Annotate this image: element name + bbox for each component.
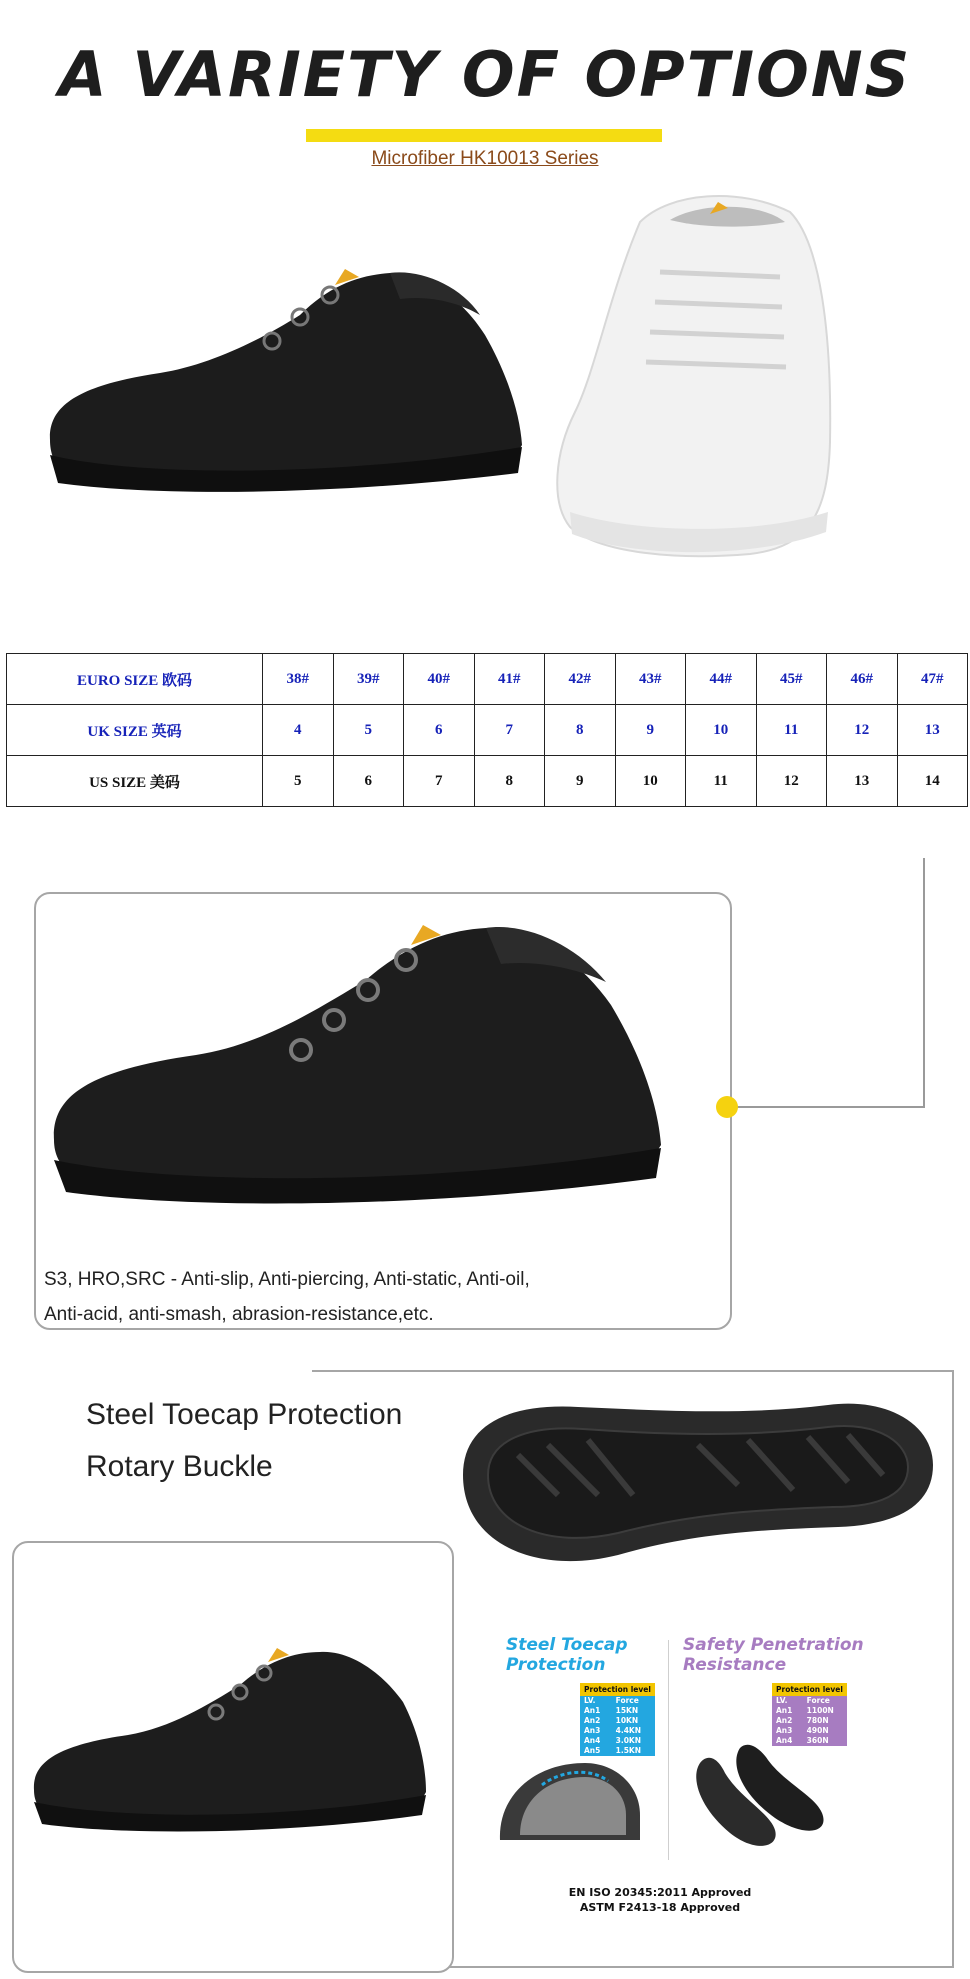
table-cell: 6: [404, 705, 475, 756]
connector-line-vertical: [923, 858, 925, 1108]
table-cell: 3.0KN: [615, 1736, 641, 1745]
certification-line: EN ISO 20345:2011 Approved: [568, 1886, 752, 1899]
black-shoe-large-image: [46, 910, 676, 1210]
table-cell: 780N: [806, 1716, 829, 1725]
white-shoe-image: [550, 182, 835, 562]
table-row: [7, 705, 968, 756]
table-cell: 6: [333, 756, 404, 807]
table-header: Force: [806, 1696, 830, 1705]
section-divider: [668, 1640, 669, 1860]
table-cell: An1: [776, 1706, 793, 1715]
table-cell: 4.4KN: [615, 1726, 641, 1735]
table-cell: 5: [263, 756, 334, 807]
table-cell: 40#: [404, 654, 475, 705]
certification-text: [560, 1885, 760, 1915]
table-cell: 12: [756, 756, 827, 807]
table-cell: An4: [584, 1736, 601, 1745]
toecap-title-line: Protection: [506, 1655, 606, 1675]
table-header: LV.: [776, 1696, 788, 1705]
table-cell: 360N: [806, 1736, 829, 1745]
table-row: [7, 654, 968, 705]
table-cell: 14: [897, 756, 968, 807]
table-cell: 38#: [263, 654, 334, 705]
table-cell: 10KN: [615, 1716, 639, 1725]
penetration-title-line: Resistance: [683, 1655, 787, 1675]
table-cell: 8: [545, 705, 616, 756]
penetration-level-table: [772, 1683, 847, 1746]
table-cell: 47#: [897, 654, 968, 705]
table-cell: 490N: [806, 1726, 829, 1735]
table-cell: 41#: [474, 654, 545, 705]
table-cell: 8: [474, 756, 545, 807]
penetration-title-line: Safety Penetration: [683, 1635, 864, 1655]
table-cell: An2: [776, 1716, 793, 1725]
table-cell: 15KN: [615, 1706, 639, 1715]
table-cell: 7: [404, 756, 475, 807]
black-shoe-small-image: [28, 1640, 428, 1840]
table-cell: 39#: [333, 654, 404, 705]
table-cell: 13: [827, 756, 898, 807]
feature-rotary-buckle: Rotary Buckle: [86, 1450, 273, 1483]
size-table: [6, 653, 968, 807]
table-cell: An1: [584, 1706, 601, 1715]
certification-line: ASTM F2413-18 Approved: [579, 1901, 741, 1914]
table-header: LV.: [584, 1696, 596, 1705]
table-cell: An4: [776, 1736, 793, 1745]
penetration-title: [683, 1635, 864, 1675]
feature-description: [44, 1262, 724, 1332]
feature-description-line: Anti-acid, anti-smash, abrasion-resistance,etc.: [44, 1304, 434, 1325]
table-cell: 44#: [686, 654, 757, 705]
outsole-image: [448, 1385, 940, 1575]
connector-dot: [716, 1096, 738, 1118]
table-cell: 1.5KN: [615, 1746, 641, 1755]
table-cell: 5: [333, 705, 404, 756]
table-cell: An3: [776, 1726, 793, 1735]
table-cell: 11: [756, 705, 827, 756]
toecap-title: [506, 1635, 628, 1675]
table-header: Force: [615, 1696, 639, 1705]
feature-description-line: S3, HRO,SRC - Anti-slip, Anti-piercing, Anti-static, Anti-oil,: [44, 1269, 530, 1290]
table-cell: 46#: [827, 654, 898, 705]
table-title: Protection level: [772, 1683, 847, 1696]
table-cell: 10: [615, 756, 686, 807]
table-cell: 10: [686, 705, 757, 756]
table-title: Protection level: [580, 1683, 655, 1696]
table-cell: 13: [897, 705, 968, 756]
table-cell: 11: [686, 756, 757, 807]
row-label-uk: UK SIZE 英码: [7, 705, 263, 756]
feature-steel-toecap: Steel Toecap Protection: [86, 1398, 403, 1431]
steel-toecap-icon: [490, 1745, 650, 1855]
table-cell: 7: [474, 705, 545, 756]
table-cell: 9: [545, 756, 616, 807]
table-cell: 45#: [756, 654, 827, 705]
table-cell: 12: [827, 705, 898, 756]
toecap-title-line: Steel Toecap: [506, 1635, 628, 1655]
connector-line-horizontal: [728, 1106, 925, 1108]
table-cell: 9: [615, 705, 686, 756]
row-label-euro: EURO SIZE 欧码: [7, 654, 263, 705]
table-cell: 4: [263, 705, 334, 756]
insole-icon: [680, 1738, 840, 1858]
table-cell: An2: [584, 1716, 601, 1725]
title-underline-bar: [306, 129, 662, 142]
table-cell: 1100N: [806, 1706, 834, 1715]
table-row: [7, 756, 968, 807]
series-link[interactable]: Microfiber HK10013 Series: [371, 148, 599, 169]
table-cell: 42#: [545, 654, 616, 705]
table-cell: 43#: [615, 654, 686, 705]
black-shoe-image: [40, 255, 530, 500]
table-cell: An3: [584, 1726, 601, 1735]
page-title: A VARIETY OF OPTIONS: [58, 38, 912, 111]
row-label-us: US SIZE 美码: [7, 756, 263, 807]
table-cell: An5: [584, 1746, 601, 1755]
